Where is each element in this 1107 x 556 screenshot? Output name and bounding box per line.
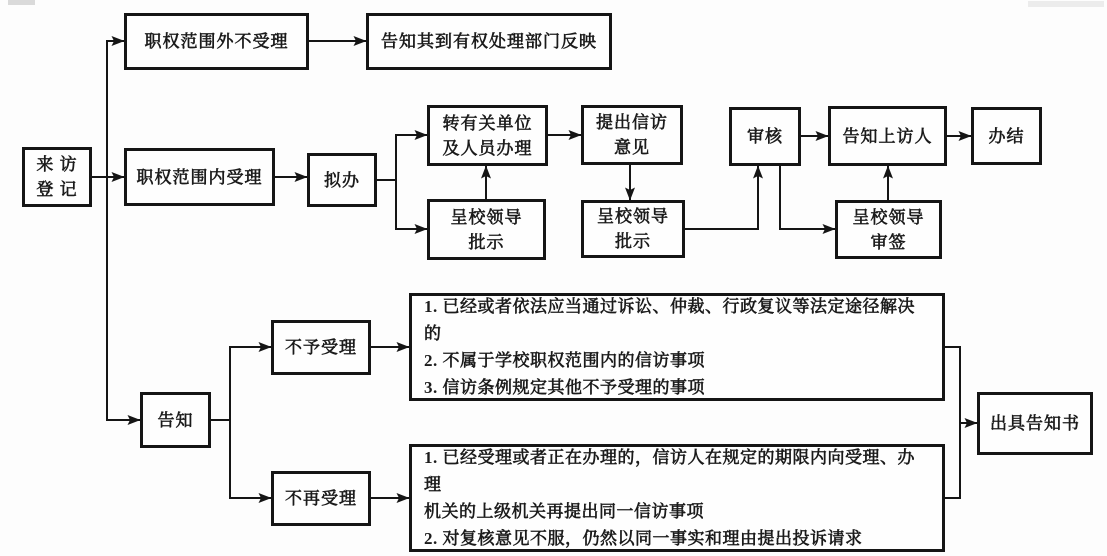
node-transfer-to-units	[427, 105, 548, 166]
node-notify-label: 告知	[157, 410, 194, 430]
node-out-of-scope-not-accepted-label: 职权范围外不受理	[144, 32, 289, 51]
node-notify	[140, 392, 211, 448]
node-no-longer-accepted-reasons	[409, 444, 945, 552]
node-issue-notification-letter-label: 出具告知书	[990, 414, 1080, 433]
node-in-scope-accepted-label: 职权范围内受理	[136, 167, 263, 187]
node-no-longer-accepted-reasons-label: 2. 对复核意见不服，仍然以同一事实和理由提出投诉请求	[424, 529, 863, 548]
node-leader-sign-off-label: 呈校领导	[852, 207, 925, 227]
node-transfer-to-units-label: 及人员办理	[442, 138, 533, 158]
node-visit-registration-label: 来 访	[36, 155, 78, 174]
node-not-accepted-reasons	[409, 293, 945, 401]
node-inform-competent-department	[366, 13, 612, 70]
node-review-label: 审核	[747, 127, 783, 146]
node-visit-registration-label: 登 记	[36, 180, 78, 199]
node-propose-petition-opinion-label: 提出信访	[596, 113, 668, 132]
node-leader-instructions-1-label: 呈校领导	[450, 207, 523, 227]
node-draft-handling-label: 拟办	[324, 170, 360, 190]
node-out-of-scope-not-accepted	[124, 13, 309, 70]
node-propose-petition-opinion-label: 意见	[614, 138, 650, 157]
node-leader-instructions-1	[427, 199, 546, 260]
node-in-scope-accepted	[124, 148, 275, 206]
node-leader-instructions-2-label: 呈校领导	[597, 207, 669, 226]
node-leader-sign-off	[835, 200, 942, 259]
node-draft-handling	[307, 153, 377, 207]
node-not-accepted	[271, 320, 371, 375]
node-not-accepted-reasons-label: 3. 信访条例规定其他不予受理的事项	[424, 378, 705, 397]
node-not-accepted-reasons-label: 1. 已经或者依法应当通过诉讼、仲裁、行政复议等法定途径解决的	[424, 297, 915, 343]
node-inform-petitioner-label: 告知上访人	[842, 126, 933, 146]
node-not-accepted-label: 不予受理	[285, 338, 357, 357]
node-leader-instructions-1-label: 批示	[468, 232, 505, 252]
node-inform-petitioner	[828, 106, 947, 166]
node-no-longer-accepted-reasons-label: 机关的上级机关再提出同一信访事项	[424, 502, 704, 521]
node-issue-notification-letter	[977, 392, 1093, 455]
node-no-longer-accepted	[271, 471, 371, 526]
node-review	[729, 107, 801, 166]
node-leader-instructions-2	[581, 200, 685, 258]
node-case-closed	[971, 107, 1042, 165]
node-no-longer-accepted-label: 不再受理	[285, 489, 357, 508]
node-case-closed-label: 办结	[988, 126, 1025, 146]
node-propose-petition-opinion	[581, 105, 683, 165]
node-visit-registration	[22, 147, 92, 207]
node-leader-sign-off-label: 审签	[870, 232, 907, 252]
node-not-accepted-reasons-label: 2. 不属于学校职权范围内的信访事项	[424, 351, 705, 370]
node-inform-competent-department-label: 告知其到有权处理部门反映	[381, 32, 597, 51]
node-transfer-to-units-label: 转有关单位	[442, 113, 533, 133]
node-leader-instructions-2-label: 批示	[615, 232, 651, 251]
node-no-longer-accepted-reasons-label: 1. 已经受理或者正在办理的，信访人在规定的期限内向受理、办理	[424, 448, 915, 494]
